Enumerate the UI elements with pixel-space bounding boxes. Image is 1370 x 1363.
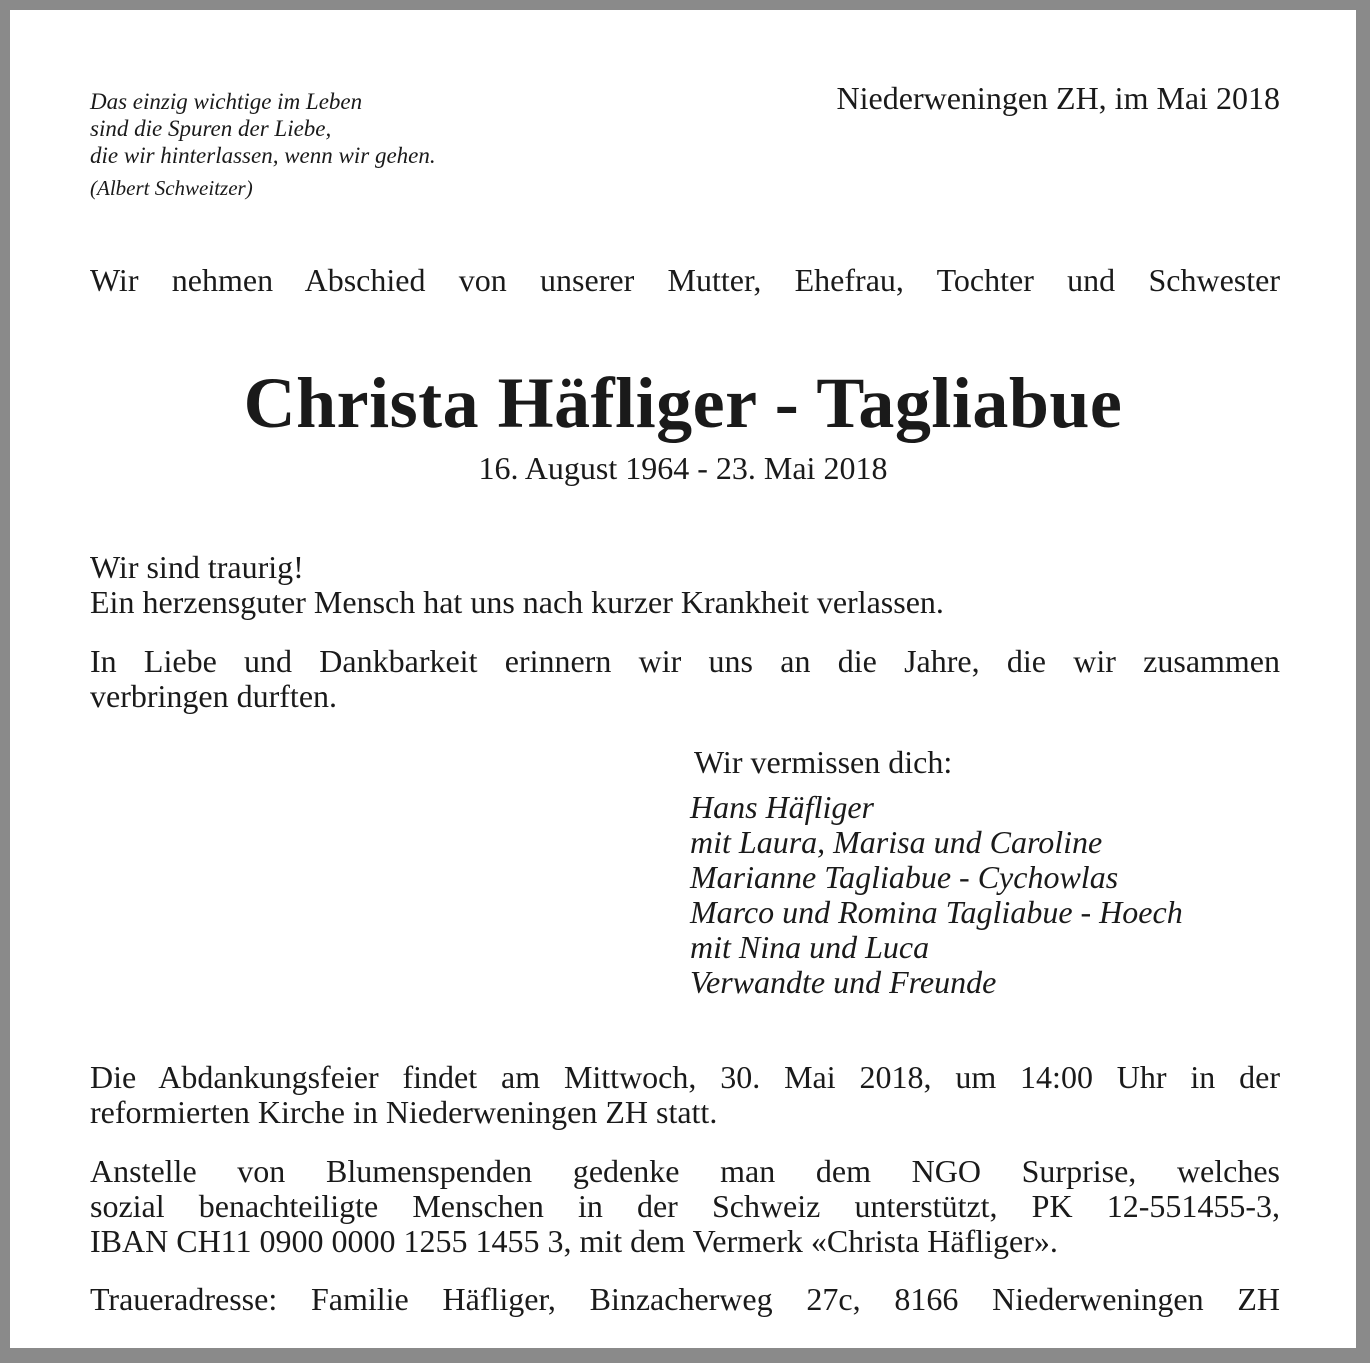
address-line: Traueradresse: Familie Häfliger, Binzacherweg 27c, 8166 Niederweningen ZH [90,1281,1280,1317]
quote-line: Das einzig wichtige im Leben [90,89,363,114]
mourner-name: Hans Häfliger [690,789,874,825]
paragraph-line: Die Abdankungsfeier findet am Mittwoch, 30. Mai 2018, um 14:00 Uhr in der [90,1059,1280,1095]
paragraph-line: Wir sind traurig! [90,549,304,585]
mourner-name: Marianne Tagliabue - Cychowlas [690,859,1119,895]
intro-line: Wir nehmen Abschied von unserer Mutter, Ehefrau, Tochter und Schwester [90,262,1280,298]
quote-line: sind die Spuren der Liebe, [90,116,332,141]
paragraph-sadness [90,550,1280,620]
mourners-heading: Wir vermissen dich: [694,744,953,780]
quote-line: die wir hinterlassen, wenn wir gehen. [90,143,436,168]
mourner-name: mit Laura, Marisa und Caroline [690,824,1103,860]
paragraph-gratitude [90,644,1280,714]
mourner-name: Verwandte und Freunde [690,964,997,1000]
paragraph-address [90,1282,1280,1317]
paragraph-line: IBAN CH11 0900 0000 1255 1455 3, mit dem Vermerk «Christa Häfliger». [90,1223,1058,1259]
paragraph-service [90,1060,1280,1130]
mourners-list [690,790,1183,1000]
paragraph-line: reformierten Kirche in Niederweningen ZH statt. [90,1094,718,1130]
paragraph-line: Anstelle von Blumenspenden gedenke man dem NGO Surprise, welches [90,1153,1280,1189]
mourner-name: mit Nina und Luca [690,929,930,965]
place-and-date: Niederweningen ZH, im Mai 2018 [836,80,1280,116]
obituary-notice [10,10,1356,1348]
life-dates: 16. August 1964 - 23. Mai 2018 [478,450,888,486]
paragraph-line: sozial benachteiligte Menschen in der Schweiz unterstützt, PK 12-551455-3, [90,1188,1280,1224]
paragraph-line: In Liebe und Dankbarkeit erinnern wir uns an die Jahre, die wir zusammen [90,643,1280,679]
paragraph-line: verbringen durften. [90,678,338,714]
deceased-name: Christa Häfliger - Tagliabue [243,363,1123,443]
paragraph-donation [90,1154,1280,1259]
mourner-name: Marco und Romina Tagliabue - Hoech [690,894,1183,930]
paragraph-line: Ein herzensguter Mensch hat uns nach kurzer Krankheit verlassen. [90,584,944,620]
quote-block [90,88,436,202]
quote-author: (Albert Schweitzer) [90,176,253,200]
